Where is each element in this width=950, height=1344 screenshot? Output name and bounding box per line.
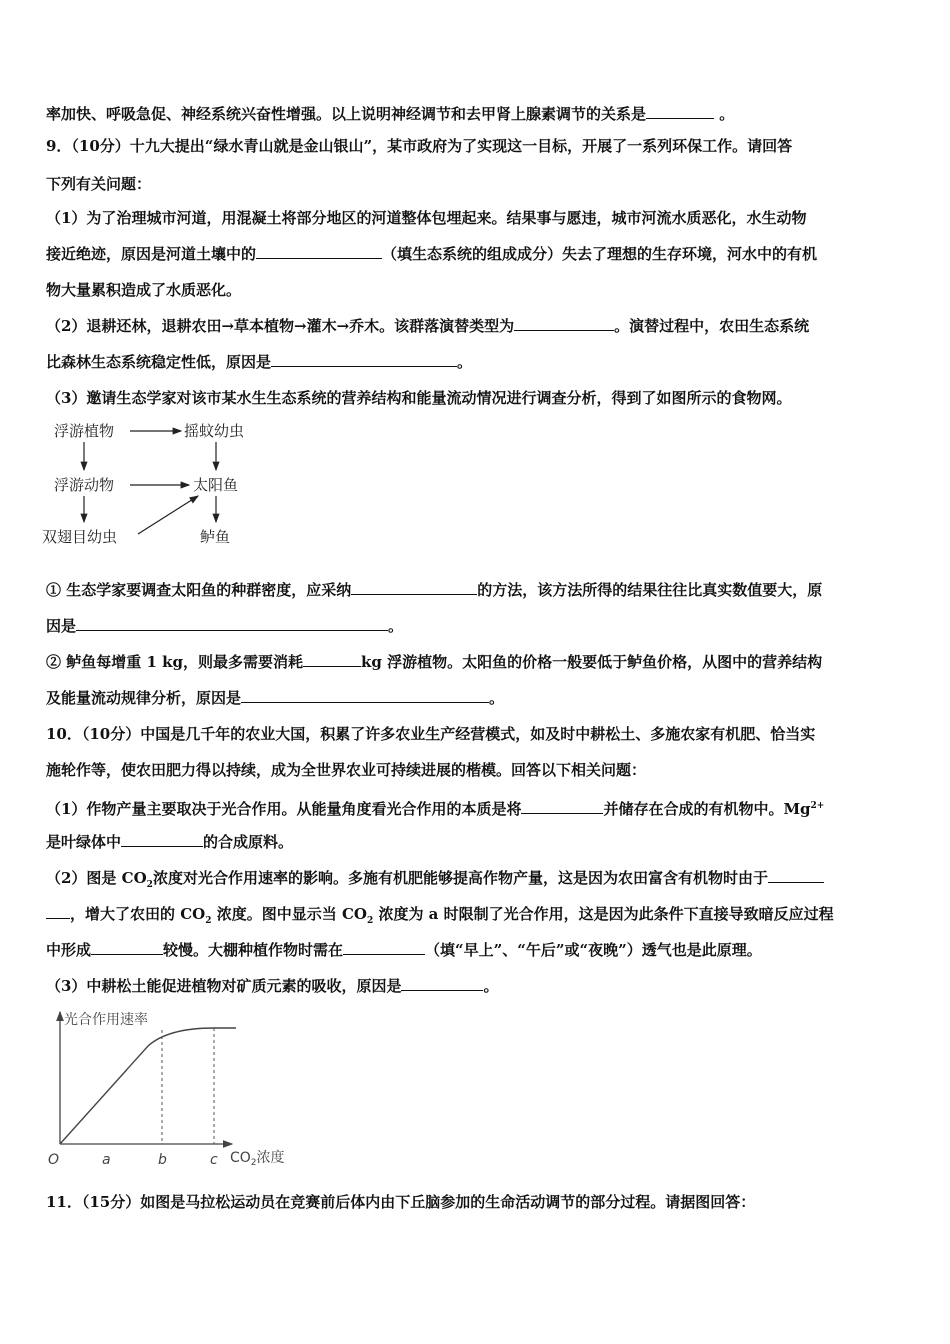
blank[interactable] — [768, 868, 824, 883]
line-16: 是叶绿体中 的合成原料。 — [46, 833, 294, 851]
line-9: ① 生态学家要调查太阳鱼的种群密度，应采纳 的方法，该方法所得的结果往往比真实数值要大，原 — [46, 581, 823, 599]
line-19: 中形成 较慢。大棚种植作物时需在 （填“早上”、“午后”或“夜晚”）透气也是此原理。 — [46, 941, 762, 959]
line-10: 因是 。 — [46, 617, 404, 635]
node-perch: 鲈鱼 — [200, 528, 231, 546]
line-1: 9．（10分）十九大提出“绿水青山就是金山银山”，某市政府为了实现这一目标，开展了一系列环保工作。请回答 — [46, 137, 793, 155]
blank[interactable] — [303, 652, 361, 667]
node-diptera-larva: 双翅目幼虫 — [42, 528, 118, 546]
line-20: （3）中耕松土能促进植物对矿质元素的吸收，原因是 。 — [46, 977, 499, 995]
line-3: （1）为了治理城市河道，用混凝土将部分地区的河道整体包埋起来。结果事与愿违，城市河流水质恶化，水生动物 — [46, 209, 807, 227]
origin-label: O — [48, 1152, 60, 1168]
x-tick-c: c — [210, 1152, 218, 1168]
line-21: 11．（15分）如图是马拉松运动员在竞赛前后体内由下丘脑参加的生命活动调节的部分过程。请据图回答： — [46, 1193, 756, 1211]
line-17: （2）图是 $CO_2$浓度对光合作用速率的影响。多施有机肥能够提高作物产量，这是因为农田富含有机物时由于 — [46, 868, 824, 895]
photosynthesis-chart — [40, 1004, 320, 1170]
line-13: 10．（10分）中国是几千年的农业大国，积累了许多农业生产经营模式，如及时中耕松土、多施农家有机肥、恰当实 — [46, 725, 816, 743]
node-zooplankton: 浮游动物 — [54, 476, 115, 494]
line-18: ，增大了农田的 $CO_2$ 浓度。图中显示当 $CO_2$ 浓度为 a 时限制了光合作用，这是因为此条件下直接导致暗反应过程 — [46, 904, 834, 931]
blank[interactable] — [76, 616, 388, 631]
x-tick-b: b — [158, 1152, 167, 1168]
blank[interactable] — [271, 352, 457, 367]
x-axis-label: $CO_2$浓度 — [230, 1150, 285, 1168]
line-7: 比森林生态系统稳定性低，原因是 。 — [46, 353, 473, 371]
line-0: 率加快、呼吸急促、神经系统兴奋性增强。以上说明神经调节和去甲肾上腺素调节的关系是 。 — [46, 105, 735, 123]
blank[interactable] — [241, 688, 489, 703]
rate-curve — [60, 1028, 236, 1144]
line-5: 物大量累积造成了水质恶化。 — [46, 281, 242, 299]
blank[interactable] — [91, 940, 163, 955]
line-11: ② 鲈鱼每增重 1 kg，则最多需要消耗 kg 浮游植物。太阳鱼的价格一般要低于鲈鱼价格，从图中的营养结构 — [46, 653, 823, 671]
node-sunfish: 太阳鱼 — [193, 476, 239, 494]
line-2: 下列有关问题： — [46, 175, 152, 193]
line-15: （1）作物产量主要取决于光合作用。从能量角度看光合作用的本质是将 并储存在合成的有机物中。$Mg^{2+}$ — [46, 800, 825, 818]
line-12: 及能量流动规律分析，原因是 。 — [46, 689, 505, 707]
node-midge-larva: 摇蚊幼虫 — [184, 422, 245, 440]
blank[interactable] — [46, 904, 70, 919]
line-14: 施轮作等，使农田肥力得以持续，成为全世界农业可持续进展的楷模。回答以下相关问题： — [46, 761, 647, 779]
arrow-diptera-sunfish — [138, 496, 198, 534]
y-axis-label: 光合作用速率 — [64, 1012, 148, 1028]
line-4: 接近绝迹，原因是河道土壤中的 （填生态系统的组成成分）失去了理想的生存环境，河水中的有机 — [46, 245, 818, 263]
blank[interactable] — [351, 580, 477, 595]
blank[interactable] — [514, 316, 614, 331]
blank[interactable] — [521, 799, 603, 814]
food-web-diagram — [40, 414, 270, 554]
line-6: （2）退耕还林，退耕农田→草本植物→灌木→乔木。该群落演替类型为 。演替过程中，农田生态系统 — [46, 317, 810, 335]
line-8: （3）邀请生态学家对该市某水生生态系统的营养结构和能量流动情况进行调查分析，得到了如图所示的食物网。 — [46, 389, 792, 407]
x-tick-a: a — [102, 1152, 111, 1168]
blank[interactable] — [343, 940, 425, 955]
blank[interactable] — [401, 976, 483, 991]
node-phytoplankton: 浮游植物 — [54, 422, 115, 440]
blank[interactable] — [121, 832, 203, 847]
blank[interactable] — [256, 244, 382, 259]
blank[interactable] — [646, 104, 714, 119]
